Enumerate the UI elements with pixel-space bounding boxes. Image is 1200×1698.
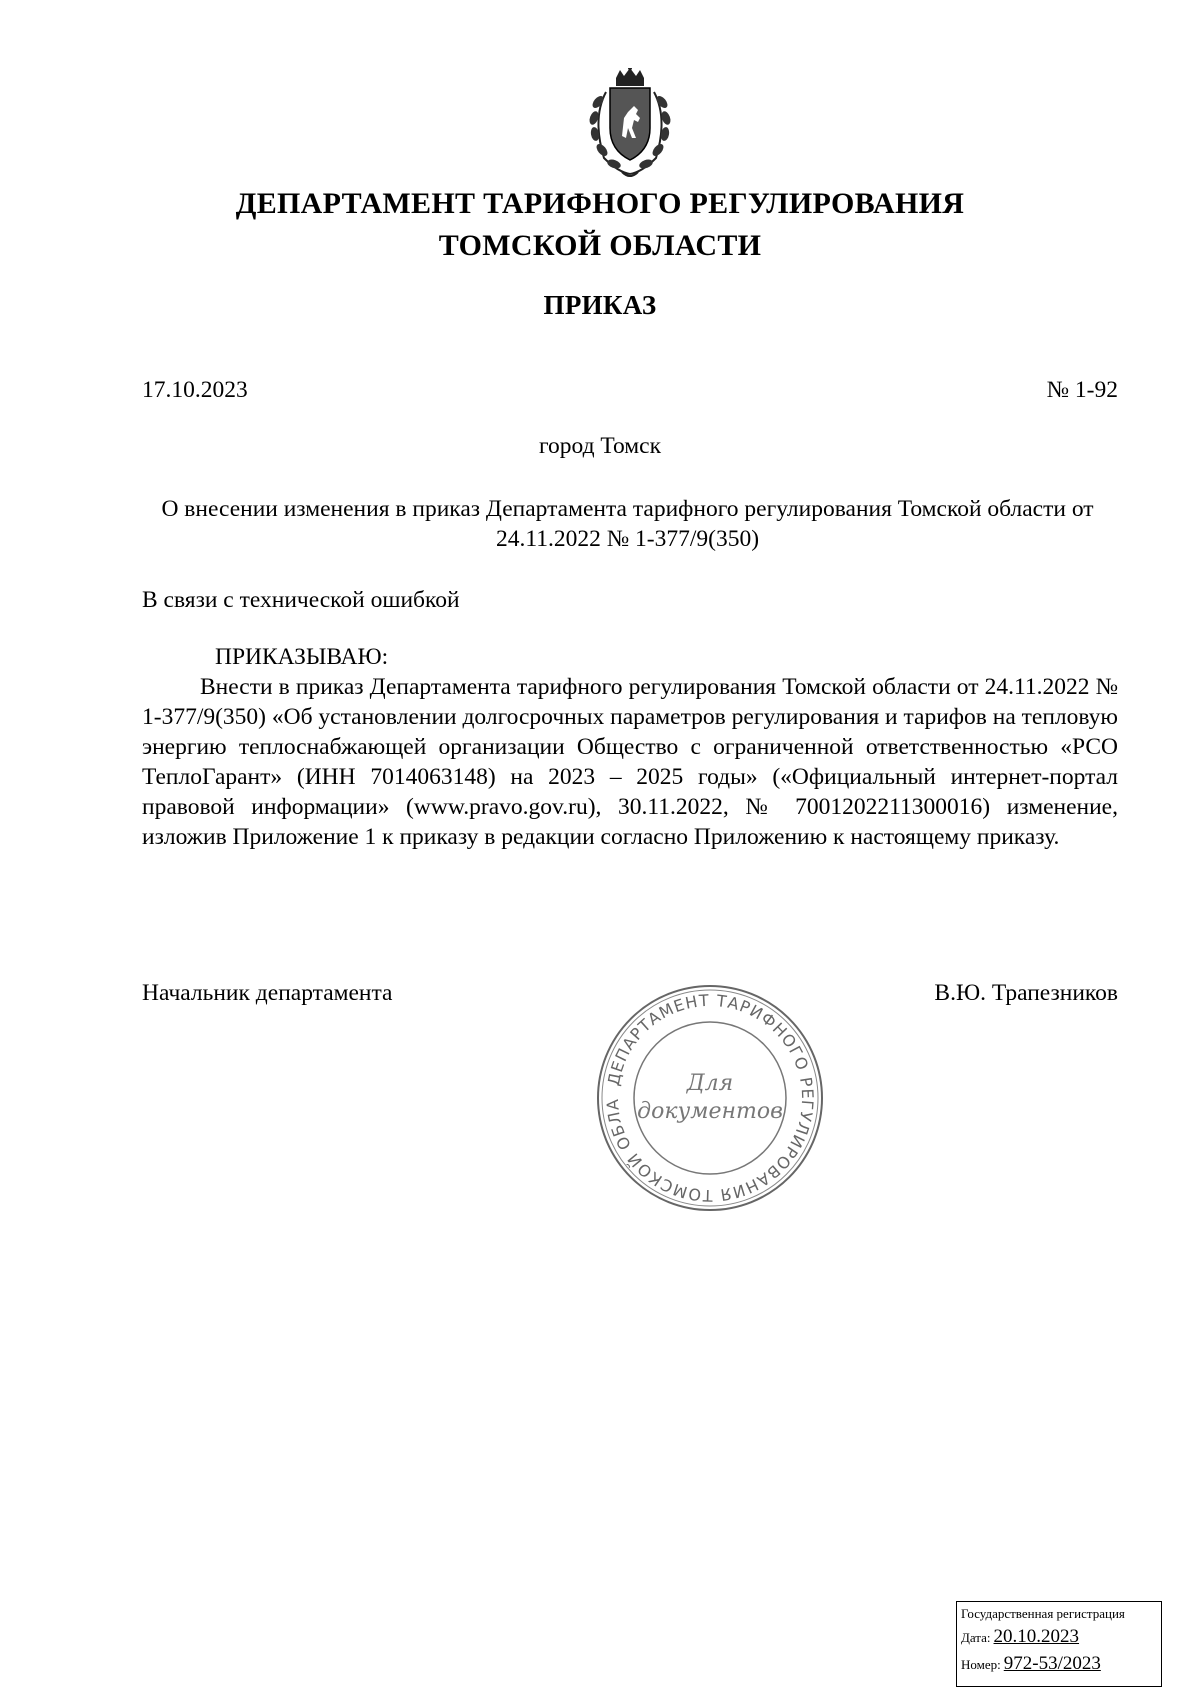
order-date: 17.10.2023 [142, 377, 248, 403]
registration-date-label: Дата: [961, 1630, 991, 1645]
city: город Томск [538, 433, 662, 459]
registration-number-label: Номер: [961, 1657, 1001, 1672]
coat-of-arms-icon [568, 68, 692, 180]
registration-number-row [961, 1651, 1157, 1678]
official-seal [590, 978, 830, 1218]
signer-position: Начальник департамента [142, 980, 393, 1006]
document-type: ПРИКАЗ [543, 290, 657, 320]
seal-center-line2: документов [637, 1099, 783, 1124]
signer-name: В.Ю. Трапезников [934, 980, 1118, 1006]
seal-center-line1: Для [686, 1071, 734, 1096]
order-reason: В связи с технической ошибкой [142, 587, 460, 613]
registration-title: Государственная регистрация [961, 1606, 1125, 1621]
registration-stamp [956, 1601, 1162, 1687]
department-title: ДЕПАРТАМЕНТ ТАРИФНОГО РЕГУЛИРОВАНИЯ [235, 187, 965, 220]
registration-number-value: 972-53/2023 [1003, 1653, 1101, 1674]
registration-date-value: 20.10.2023 [993, 1626, 1080, 1647]
registration-date-row [961, 1624, 1157, 1651]
order-subject: О внесении изменения в приказ Департамента тарифного регулирования Томской области от 24.11.2022 № 1-377/9(350) [161, 496, 1094, 552]
order-directive-word: ПРИКАЗЫВАЮ: [215, 644, 389, 670]
order-number: № 1-92 [1046, 377, 1118, 403]
seal-ring-text: ДЕПАРТАМЕНТ ТАРИФНОГО РЕГУЛИРОВАНИЯ ТОМСКОЙ ОБЛА [602, 990, 818, 1206]
department-region: ТОМСКОЙ ОБЛАСТИ [438, 229, 762, 262]
order-body: Внести в приказ Департамента тарифного регулирования Томской области от 24.11.2022 № 1-377/9(350) «Об установлении долгосрочных параметров регулирования и тарифов на тепловую энергию теплоснабжающей организации Общество с ограниченной ответственностью «РСО ТеплоГарант» (ИНН 7014063148) на 2023 – 2025 годы» («Официальный интернет-портал правовой информации» (www.pravo.gov.ru), 30.11.2022, № 7001202211300016) изменение, изложив Приложение 1 к приказу в редакции согласно Приложению к настоящему приказу. [142, 674, 1118, 850]
